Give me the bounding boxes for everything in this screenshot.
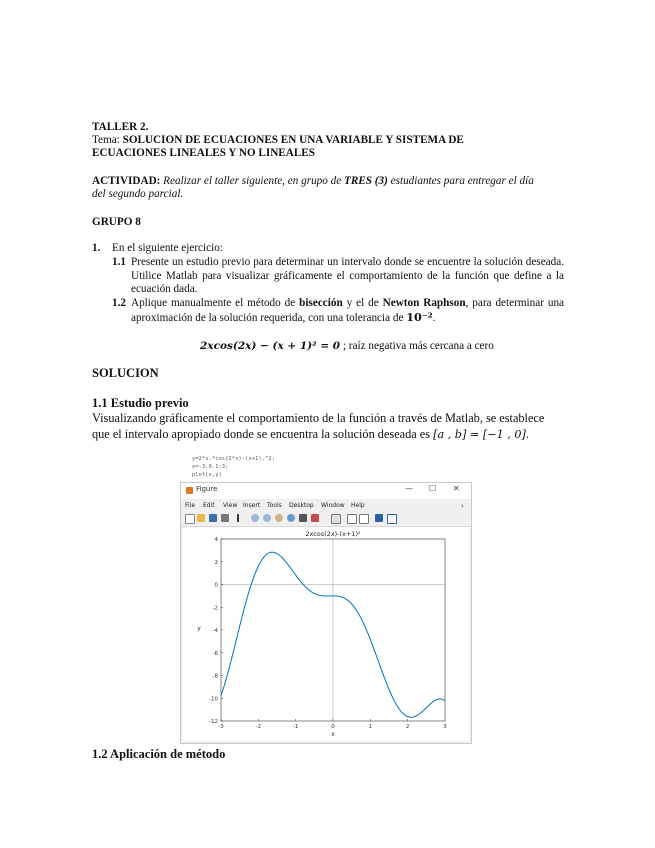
- section-1-1-title: 1.1 Estudio previo: [92, 396, 189, 410]
- interval-value: [a , b] = [−1 , 0]: [433, 428, 526, 441]
- equation-note: ; raíz negativa más cercana a cero: [340, 340, 494, 352]
- x-tick-label: 1: [368, 724, 373, 730]
- item-1-2-b: y el de: [342, 297, 383, 309]
- save-icon[interactable]: [209, 514, 217, 522]
- plot-area: [183, 527, 469, 741]
- menu-insert[interactable]: Insert: [243, 502, 261, 509]
- close-button[interactable]: ✕: [453, 484, 460, 493]
- x-tick-label: -1: [292, 724, 299, 730]
- data-cursor-icon[interactable]: [299, 514, 307, 522]
- link-plot-icon[interactable]: [331, 514, 341, 524]
- actividad-line-2: del segundo parcial.: [92, 188, 184, 200]
- y-tick-label: -2: [212, 605, 218, 612]
- actividad-text-2: estudiantes para entregar el día: [387, 175, 534, 187]
- tema-line-1: [92, 134, 464, 148]
- item-1-number: 1.: [92, 242, 101, 254]
- matlab-figure-window: [180, 482, 472, 744]
- y-tick-label: -4: [212, 628, 218, 634]
- y-tick-label: 2: [214, 559, 218, 566]
- item-1-2-a: Aplique manualmente el método de: [131, 297, 300, 309]
- tolerance-value: 10⁻²: [406, 309, 433, 324]
- zoom-out-icon[interactable]: [263, 514, 271, 522]
- chart-title: 2xcos(2x)-(x+1)²: [305, 530, 361, 538]
- x-tick-label: -2: [255, 724, 262, 730]
- figure-menu-bar: [181, 500, 471, 511]
- figure-toolbar: [181, 512, 471, 527]
- y-tick-label: -8: [212, 673, 218, 680]
- function-chart: [183, 527, 469, 741]
- colorbar-icon[interactable]: [347, 514, 357, 524]
- legend-icon[interactable]: [359, 514, 369, 524]
- item-1-2-text: [131, 297, 564, 325]
- show-plot-tools-icon[interactable]: [387, 514, 397, 524]
- section-1-1-line-2-end: .: [525, 427, 529, 441]
- section-1-1-line-2: [92, 426, 572, 443]
- section-1-1-line-2-text: que el intervalo apropiado donde se encuentra la solución deseada es: [92, 427, 434, 441]
- open-file-icon[interactable]: [197, 514, 205, 522]
- edit-plot-icon[interactable]: [237, 514, 247, 522]
- item-1-text: En el siguiente ejercicio:: [112, 242, 223, 254]
- item-1-1-text: Presente un estudio previo para determinar un intervalo donde se encuentre la solución deseada. Utilice Matlab para visualizar gráficamente el comportamiento de la función que define a la ecuación dada.: [131, 256, 564, 295]
- taller-title: TALLER 2.: [92, 121, 149, 133]
- y-tick-label: -6: [212, 650, 218, 657]
- maximize-button[interactable]: ☐: [429, 484, 437, 493]
- pan-icon[interactable]: [275, 514, 283, 522]
- biseccion-text: bisección: [299, 297, 343, 309]
- item-1-2-c: , para determinar una aproximación de la solución requerida, con una tolerancia de: [131, 297, 565, 324]
- x-tick-label: 2: [405, 724, 410, 730]
- item-1-1-number: 1.1: [112, 256, 126, 268]
- menu-help[interactable]: Help: [351, 502, 365, 509]
- solucion-heading: SOLUCION: [92, 366, 159, 380]
- equation-expression: 2xcos(2x) − (x + 1)² = 0: [200, 340, 341, 352]
- y-tick-label: 4: [214, 537, 218, 543]
- y-tick-label: -10: [209, 696, 218, 703]
- section-1-1-line-1: Visualizando gráficamente el comportamiento de la función a través de Matlab, se establece: [92, 411, 545, 425]
- tema-text-1: SOLUCION DE ECUACIONES EN UNA VARIABLE Y SISTEMA DE: [122, 134, 464, 146]
- menu-file[interactable]: File: [185, 502, 196, 509]
- item-1-2-end: .: [432, 311, 436, 324]
- menu-tools[interactable]: Tools: [267, 502, 282, 509]
- y-axis-label: y: [197, 625, 201, 632]
- y-tick-label: 0: [214, 582, 218, 589]
- figure-window-title: Figure: [196, 485, 218, 493]
- menu-window[interactable]: Window: [321, 502, 345, 509]
- matlab-command-3: plot(x,y): [192, 472, 222, 478]
- hide-plot-tools-icon[interactable]: [375, 514, 383, 522]
- menu-edit[interactable]: Edit: [203, 502, 215, 509]
- tema-line-2: ECUACIONES LINEALES Y NO LINEALES: [92, 147, 315, 159]
- tema-label: Tema:: [92, 134, 123, 146]
- section-1-2-title: 1.2 Aplicación de método: [92, 747, 226, 761]
- rotate-icon[interactable]: [287, 514, 295, 522]
- menu-view[interactable]: View: [223, 502, 238, 509]
- menu-chevron-icon[interactable]: ›: [461, 502, 464, 510]
- x-axis-label: x: [331, 731, 335, 738]
- print-icon[interactable]: [221, 514, 229, 522]
- x-tick-label: -3: [218, 724, 224, 730]
- x-tick-label: 3: [443, 724, 447, 730]
- item-1-2-number: 1.2: [112, 297, 126, 309]
- new-figure-icon[interactable]: [185, 514, 195, 524]
- actividad-label: ACTIVIDAD:: [92, 175, 161, 187]
- actividad-text-1: Realizar el taller siguiente, en grupo de: [160, 175, 345, 187]
- menu-desktop[interactable]: Desktop: [289, 502, 314, 509]
- minimize-button[interactable]: —: [405, 484, 413, 493]
- matlab-command-2: x=-3:0.1:3;: [192, 464, 229, 470]
- newton-text: Newton Raphson: [382, 297, 466, 309]
- matlab-logo-icon: [186, 487, 193, 494]
- x-tick-label: 0: [331, 724, 335, 730]
- y-tick-label: -12: [209, 719, 218, 725]
- matlab-command-1: y=2*x.*cos(2*x)-(x+1).^2;: [192, 456, 276, 462]
- actividad-line-1: [92, 175, 562, 189]
- zoom-in-icon[interactable]: [251, 514, 259, 522]
- actividad-tres: TRES (3): [344, 175, 388, 187]
- equation-line: [200, 340, 494, 354]
- brush-icon[interactable]: [311, 514, 319, 522]
- figure-title-bar: [181, 483, 471, 499]
- grupo-heading: GRUPO 8: [92, 216, 141, 228]
